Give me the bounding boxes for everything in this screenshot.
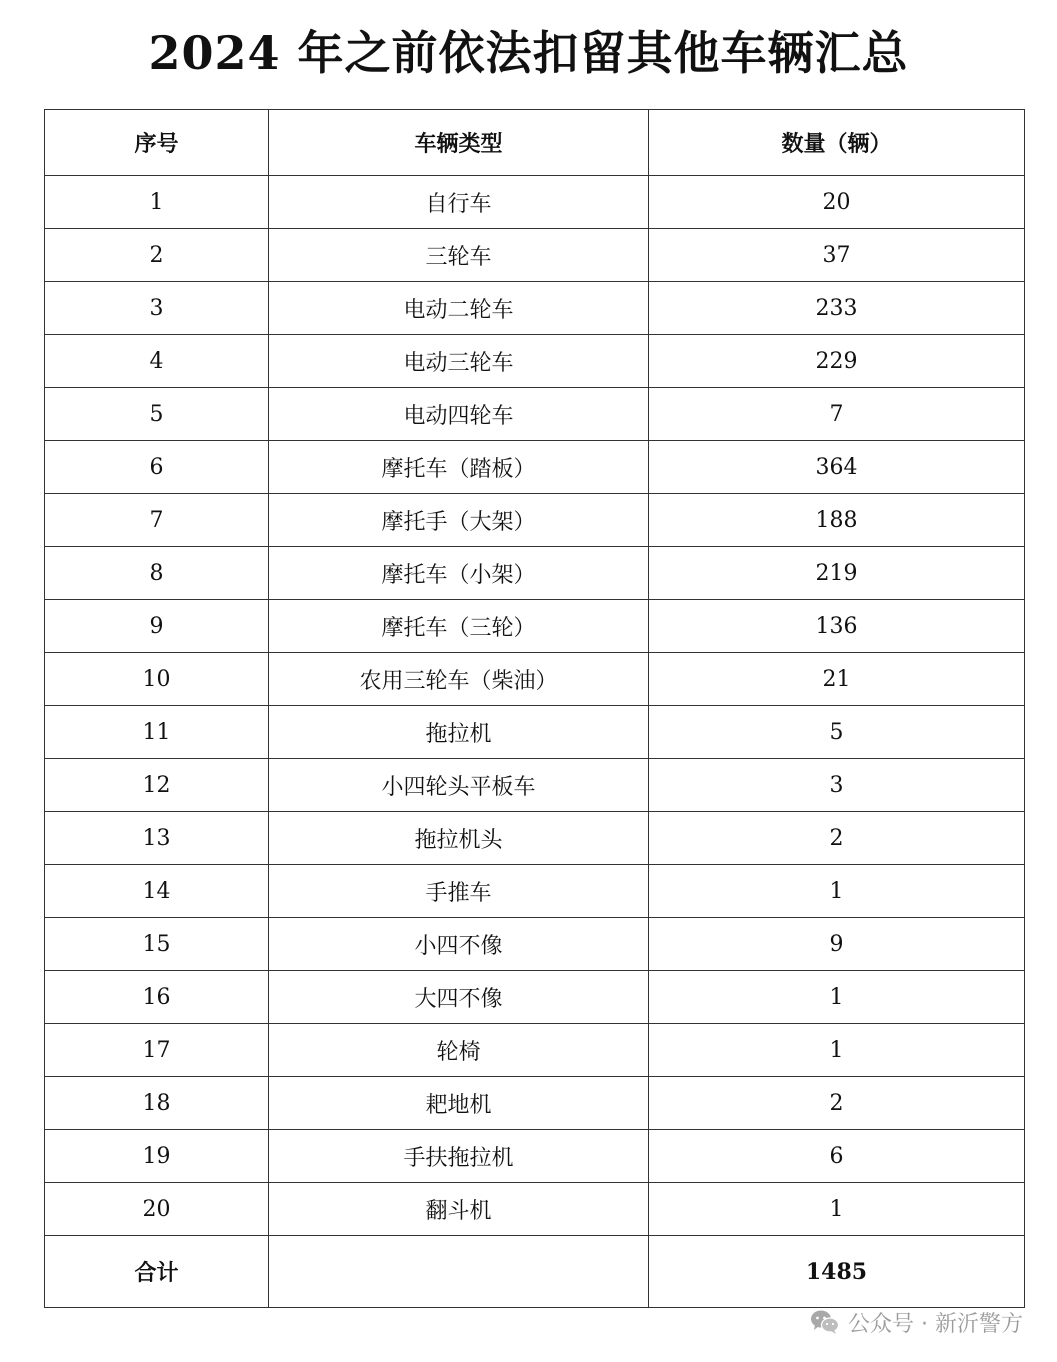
cell-vehicle-type: 轮椅 bbox=[269, 1024, 649, 1077]
cell-quantity: 5 bbox=[649, 706, 1025, 759]
cell-serial-number: 10 bbox=[45, 653, 269, 706]
table-row bbox=[45, 441, 1025, 494]
watermark-text: 公众号 · 新沂警方 bbox=[848, 1311, 1023, 1337]
cell-quantity: 364 bbox=[649, 441, 1025, 494]
cell-quantity: 6 bbox=[649, 1130, 1025, 1183]
cell-serial-number: 3 bbox=[45, 282, 269, 335]
cell-serial-number: 18 bbox=[45, 1077, 269, 1130]
cell-vehicle-type: 摩托车（小架） bbox=[269, 547, 649, 600]
cell-vehicle-type: 电动三轮车 bbox=[269, 335, 649, 388]
cell-quantity: 1 bbox=[649, 1183, 1025, 1236]
total-label: 合计 bbox=[45, 1236, 269, 1308]
cell-quantity: 1 bbox=[649, 971, 1025, 1024]
cell-vehicle-type: 电动二轮车 bbox=[269, 282, 649, 335]
cell-quantity: 219 bbox=[649, 547, 1025, 600]
cell-vehicle-type: 摩托手（大架） bbox=[269, 494, 649, 547]
table-row bbox=[45, 812, 1025, 865]
cell-serial-number: 5 bbox=[45, 388, 269, 441]
cell-quantity: 188 bbox=[649, 494, 1025, 547]
table-row bbox=[45, 706, 1025, 759]
cell-vehicle-type: 小四不像 bbox=[269, 918, 649, 971]
cell-quantity: 20 bbox=[649, 176, 1025, 229]
table-row bbox=[45, 918, 1025, 971]
cell-serial-number: 17 bbox=[45, 1024, 269, 1077]
cell-serial-number: 12 bbox=[45, 759, 269, 812]
table-row bbox=[45, 971, 1025, 1024]
cell-quantity: 3 bbox=[649, 759, 1025, 812]
cell-vehicle-type: 大四不像 bbox=[269, 971, 649, 1024]
page-title: 2024 年之前依法扣留其他车辆汇总 bbox=[148, 26, 909, 80]
cell-vehicle-type: 摩托车（踏板） bbox=[269, 441, 649, 494]
cell-quantity: 21 bbox=[649, 653, 1025, 706]
table-row bbox=[45, 282, 1025, 335]
table-row bbox=[45, 865, 1025, 918]
table-row bbox=[45, 229, 1025, 282]
table-total-row bbox=[45, 1236, 1025, 1308]
cell-vehicle-type: 摩托车（三轮） bbox=[269, 600, 649, 653]
cell-serial-number: 16 bbox=[45, 971, 269, 1024]
cell-vehicle-type: 自行车 bbox=[269, 176, 649, 229]
cell-serial-number: 4 bbox=[45, 335, 269, 388]
table-row bbox=[45, 547, 1025, 600]
header-quantity: 数量（辆） bbox=[649, 110, 1025, 176]
cell-quantity: 2 bbox=[649, 1077, 1025, 1130]
cell-serial-number: 15 bbox=[45, 918, 269, 971]
wechat-icon bbox=[810, 1309, 840, 1335]
cell-serial-number: 20 bbox=[45, 1183, 269, 1236]
watermark bbox=[810, 1303, 1023, 1341]
table-row bbox=[45, 1183, 1025, 1236]
table-row bbox=[45, 1130, 1025, 1183]
cell-quantity: 1 bbox=[649, 1024, 1025, 1077]
table-row bbox=[45, 1024, 1025, 1077]
table-row bbox=[45, 1077, 1025, 1130]
cell-quantity: 9 bbox=[649, 918, 1025, 971]
cell-serial-number: 13 bbox=[45, 812, 269, 865]
table-row bbox=[45, 494, 1025, 547]
table-row bbox=[45, 388, 1025, 441]
table-row bbox=[45, 600, 1025, 653]
cell-vehicle-type: 农用三轮车（柴油） bbox=[269, 653, 649, 706]
table-header-row bbox=[45, 110, 1025, 176]
cell-serial-number: 1 bbox=[45, 176, 269, 229]
header-vehicle-type: 车辆类型 bbox=[269, 110, 649, 176]
table-row bbox=[45, 759, 1025, 812]
cell-quantity: 37 bbox=[649, 229, 1025, 282]
total-type bbox=[269, 1236, 649, 1308]
table-row bbox=[45, 335, 1025, 388]
cell-quantity: 229 bbox=[649, 335, 1025, 388]
cell-quantity: 136 bbox=[649, 600, 1025, 653]
vehicle-summary-table bbox=[44, 109, 1025, 1308]
cell-vehicle-type: 电动四轮车 bbox=[269, 388, 649, 441]
cell-vehicle-type: 拖拉机 bbox=[269, 706, 649, 759]
total-count: 1485 bbox=[649, 1236, 1025, 1308]
cell-quantity: 233 bbox=[649, 282, 1025, 335]
cell-quantity: 1 bbox=[649, 865, 1025, 918]
cell-vehicle-type: 手推车 bbox=[269, 865, 649, 918]
cell-vehicle-type: 小四轮头平板车 bbox=[269, 759, 649, 812]
cell-serial-number: 6 bbox=[45, 441, 269, 494]
cell-quantity: 7 bbox=[649, 388, 1025, 441]
cell-quantity: 2 bbox=[649, 812, 1025, 865]
table-row bbox=[45, 176, 1025, 229]
cell-vehicle-type: 三轮车 bbox=[269, 229, 649, 282]
cell-serial-number: 19 bbox=[45, 1130, 269, 1183]
cell-serial-number: 8 bbox=[45, 547, 269, 600]
cell-serial-number: 11 bbox=[45, 706, 269, 759]
header-serial-number: 序号 bbox=[45, 110, 269, 176]
cell-vehicle-type: 手扶拖拉机 bbox=[269, 1130, 649, 1183]
table-row bbox=[45, 653, 1025, 706]
cell-vehicle-type: 耙地机 bbox=[269, 1077, 649, 1130]
cell-serial-number: 7 bbox=[45, 494, 269, 547]
cell-vehicle-type: 翻斗机 bbox=[269, 1183, 649, 1236]
cell-serial-number: 14 bbox=[45, 865, 269, 918]
cell-serial-number: 2 bbox=[45, 229, 269, 282]
cell-vehicle-type: 拖拉机头 bbox=[269, 812, 649, 865]
cell-serial-number: 9 bbox=[45, 600, 269, 653]
